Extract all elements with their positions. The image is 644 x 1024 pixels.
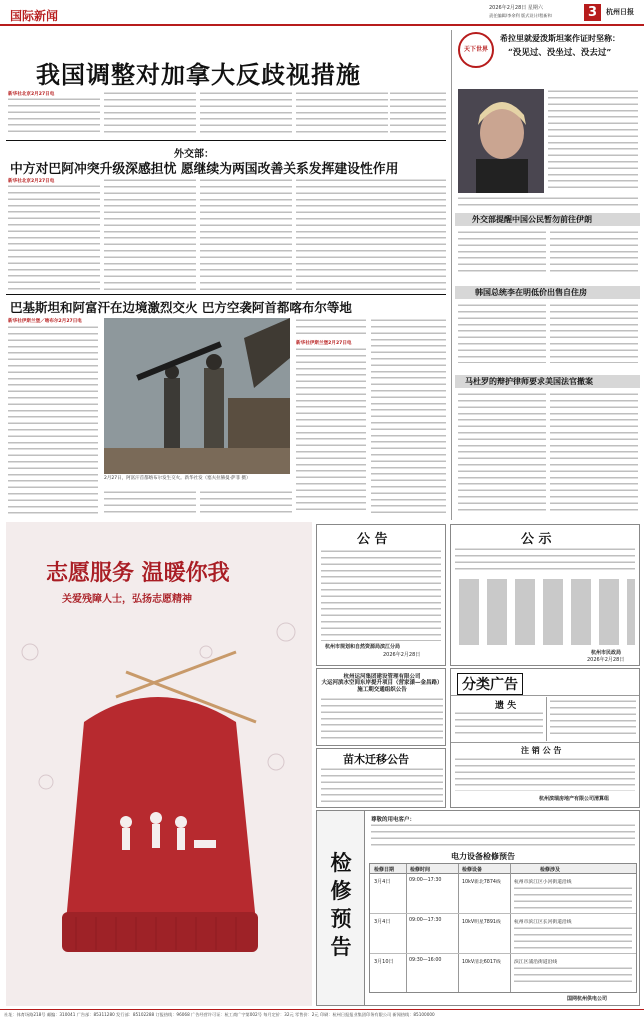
knitted-hat-illustration [6, 522, 312, 1006]
footer-text: 社址：体育场路218号 邮编：310041 广告部：85311280 发行部：85102288 订报热线：96068 广告经营许可证：杭工商广字第002号 每月定价：32元 零售价：2元 印刷：杭州日报报业集团印务有限公司 新闻热线：85100000 [4, 1012, 435, 1017]
page-header [0, 0, 644, 26]
lost-item-1 [455, 711, 543, 737]
pak-afg-text-col-4b [296, 347, 366, 515]
clinton-headline: 希拉里就爱泼斯坦案作证时坚称： [500, 33, 620, 43]
maintenance-notice [316, 810, 640, 1006]
maduro-headline: 马杜罗的辩护律师要求美国法官撤案 [465, 376, 593, 386]
row-device: 10kV明星7891线 [462, 920, 501, 925]
page-number: 3 [584, 4, 601, 21]
notice-1-signature: 杭州市规划和自然资源局滨江分局 [325, 644, 401, 650]
row-time: 09:00—17:30 [409, 918, 442, 923]
middle-text-col-3 [200, 178, 292, 291]
lost-title: 遗 失 [495, 701, 517, 711]
row-area: 杭州市滨江区小河街道沿线 [514, 880, 572, 885]
section-title: 国际新闻 [10, 9, 59, 23]
transport-body [321, 697, 443, 743]
volunteer-ad [6, 522, 312, 1006]
korea-text-col-1 [458, 303, 546, 363]
classified-ads [450, 668, 640, 808]
clinton-text-bottom [458, 196, 638, 208]
table-header [370, 864, 636, 874]
iran-text-col-2 [550, 230, 638, 272]
row-date: 3月4日 [374, 919, 391, 925]
pak-afg-dateline-1: 新华社伊斯兰堡／喀布尔2月27日电 [8, 319, 82, 324]
maduro-text-col-2 [550, 392, 638, 512]
iran-text-col-1 [458, 230, 546, 272]
pak-afg-caption: 2月27日，阿富汗首都喀布尔发生交火。新华社发（塞夫拉赫曼·萨菲 摄） [104, 476, 251, 481]
notice-1 [316, 524, 446, 666]
notice-2-name-list [455, 579, 635, 645]
notice-1-body [321, 549, 441, 641]
pak-afg-text-col-5 [371, 318, 446, 515]
lead-headline: 我国调整对加拿大反歧视措施 [36, 60, 361, 89]
notice-1-title: 公 告 [357, 532, 388, 547]
lead-text-col-5 [390, 91, 446, 136]
row-area: 杭州市滨江区长河街道沿线 [514, 920, 572, 925]
lead-text-col-4 [296, 91, 388, 136]
pak-afg-headline: 巴基斯坦和阿富汗在边境激烈交火 巴方空袭阿首都喀布尔等地 [10, 300, 352, 315]
pak-afg-photo [104, 318, 290, 474]
maintenance-table-title: 电力设备检修预告 [451, 851, 515, 861]
relocation-body [321, 767, 443, 805]
relocation-title: 苗木迁移公告 [343, 753, 409, 766]
notice-2-body [455, 547, 635, 573]
middle-dateline: 新华社北京2月27日电 [8, 179, 55, 184]
lead-dateline: 新华社北京2月27日电 [8, 92, 55, 97]
cancel-signature: 杭州滨瑞房地产有限公司清算组 [539, 796, 610, 802]
editor-line: 责任编辑/李余利 版式设计/程新和 [489, 13, 552, 18]
pak-afg-text-col-1 [8, 325, 98, 515]
transport-company: 杭州运河集团建设管理有限公司 [343, 674, 421, 680]
notice-2-title: 公 示 [521, 532, 552, 547]
korea-headline: 韩国总统李在明低价出售自住房 [475, 287, 587, 297]
pak-afg-text-col-2 [104, 490, 196, 515]
middle-text-col-4 [296, 178, 446, 291]
table-row [370, 956, 636, 990]
middle-kicker: 外交部： [174, 149, 214, 160]
paper-name: 杭州日报 [606, 7, 634, 16]
pak-afg-text-col-3 [200, 490, 292, 515]
maintenance-table [369, 863, 637, 993]
maintenance-signature: 国网杭州供电公司 [567, 996, 608, 1002]
maintenance-intro-body [371, 823, 635, 849]
transport-notice [316, 668, 446, 746]
lead-text-col-1 [8, 97, 100, 136]
row-device: 10kV新北7874线 [462, 880, 501, 885]
transport-title: 大运河滨水空间东岸提升项目（营家漾—金昌路）施工期交通组织公告 [321, 680, 443, 693]
th-time: 检修时间 [410, 867, 431, 873]
maintenance-side-label: 检修预告 [330, 850, 352, 959]
world-logo: 天下世界 [458, 32, 494, 68]
lead-text-col-2 [104, 91, 196, 136]
clinton-subhead: “没见过、没坐过、没去过” [508, 48, 612, 58]
row-device: 10kV清北6017线 [462, 960, 501, 965]
soldier-photo-illustration [104, 318, 290, 474]
portrait-illustration [458, 89, 544, 193]
classified-title: 分类广告 [457, 673, 523, 695]
relocation-notice [316, 748, 446, 808]
clinton-photo [458, 89, 544, 193]
middle-text-col-2 [104, 178, 196, 291]
table-row [370, 876, 636, 914]
th-device: 检修设备 [462, 867, 483, 873]
iran-headline: 外交部提醒中国公民暂勿前往伊朗 [472, 214, 592, 224]
volunteer-title: 志愿服务 温暖你我 [46, 560, 230, 586]
notice-2 [450, 524, 640, 666]
korea-text-col-2 [550, 303, 638, 363]
maintenance-intro-title: 尊敬的用电客户： [371, 817, 416, 823]
maduro-text-col-1 [458, 392, 546, 512]
table-row [370, 916, 636, 954]
lost-item-2 [550, 699, 636, 739]
th-area: 检修涉及 [540, 867, 561, 873]
notice-2-date: 2026年2月28日 [587, 657, 625, 663]
pak-afg-dateline-2: 新华社伊斯兰堡2月27日电 [296, 341, 352, 346]
row-date: 3月4日 [374, 879, 391, 885]
clinton-text-right [548, 89, 638, 193]
notice-1-date: 2026年2月28日 [383, 652, 421, 658]
pak-afg-text-col-4a [296, 318, 366, 338]
row-area: 滨江区浦沿街道沿线 [514, 960, 558, 965]
row-date: 3月10日 [374, 959, 394, 965]
cancel-title: 注 销 公 告 [521, 745, 562, 755]
row-time: 09:30—16:00 [409, 958, 442, 963]
notice-2-signature: 杭州市民政局 [591, 650, 622, 656]
date-line: 2026年2月28日 星期六 [489, 5, 543, 11]
cancel-body [455, 757, 635, 791]
volunteer-subtitle: 关爱残障人士，弘扬志愿精神 [62, 594, 192, 605]
lead-text-col-3 [200, 91, 292, 136]
middle-headline: 中方对巴阿冲突升级深感担忧 愿继续为两国改善关系发挥建设性作用 [10, 162, 399, 177]
row-time: 09:00—17:30 [409, 878, 442, 883]
middle-text-col-1 [8, 184, 100, 291]
th-date: 检修日期 [374, 867, 395, 873]
